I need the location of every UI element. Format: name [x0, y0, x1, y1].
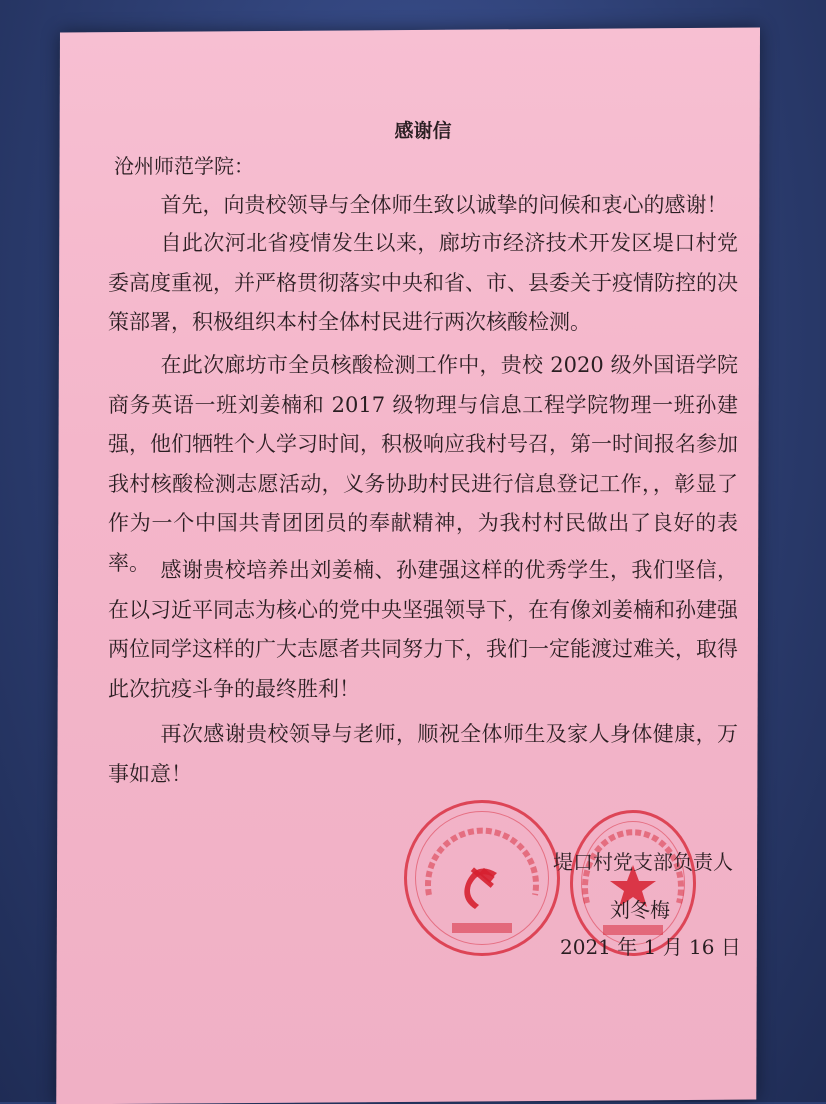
signature-organization: 堤口村党支部负责人 — [553, 850, 733, 874]
letter-title: 感谢信 — [394, 120, 452, 142]
letter-paragraph: 再次感谢贵校领导与老师，顺祝全体师生及家人身体健康，万事如意！ — [108, 722, 738, 786]
hammer-sickle-icon — [407, 803, 557, 953]
letter-paragraph: 感谢贵校培养出刘姜楠、孙建强这样的优秀学生，我们坚信，在以习近平同志为核心的党中央坚强领导下，在有像刘姜楠和孙建强两位同学这样的广大志愿者共同努力下，我们一定能渡过难关，取得此次抗疫斗争的最终胜利！ — [108, 558, 738, 701]
letter-salutation: 沧州师范学院： — [114, 154, 254, 178]
signature-date: 2021 年 1 月 16 日 — [560, 935, 741, 959]
signature-name: 刘冬梅 — [610, 898, 670, 922]
letter-paragraph: 自此次河北省疫情发生以来，廊坊市经济技术开发区堤口村党委高度重视，并严格贯彻落实中央和省、市、县委关于疫情防控的决策部署，积极组织本村全体村民进行两次核酸检测。 — [108, 231, 738, 334]
letter-paragraph: 在此次廊坊市全员核酸检测工作中，贵校 2020 级外国语学院商务英语一班刘姜楠和 2017 级物理与信息工程学院物理一班孙建强，他们牺牲个人学习时间，积极响应我村号召，第一时间报名参加我村核酸检测志愿活动，义务协助村民进行信息登记工作，，彰显了作为一个中国共青团团员的奉献精神，为我村村民做出了良好的表率。 — [108, 353, 738, 575]
party-branch-seal — [404, 800, 560, 956]
letter-paragraph: 首先，向贵校领导与全体师生致以诚挚的问候和衷心的感谢！ — [160, 193, 728, 217]
